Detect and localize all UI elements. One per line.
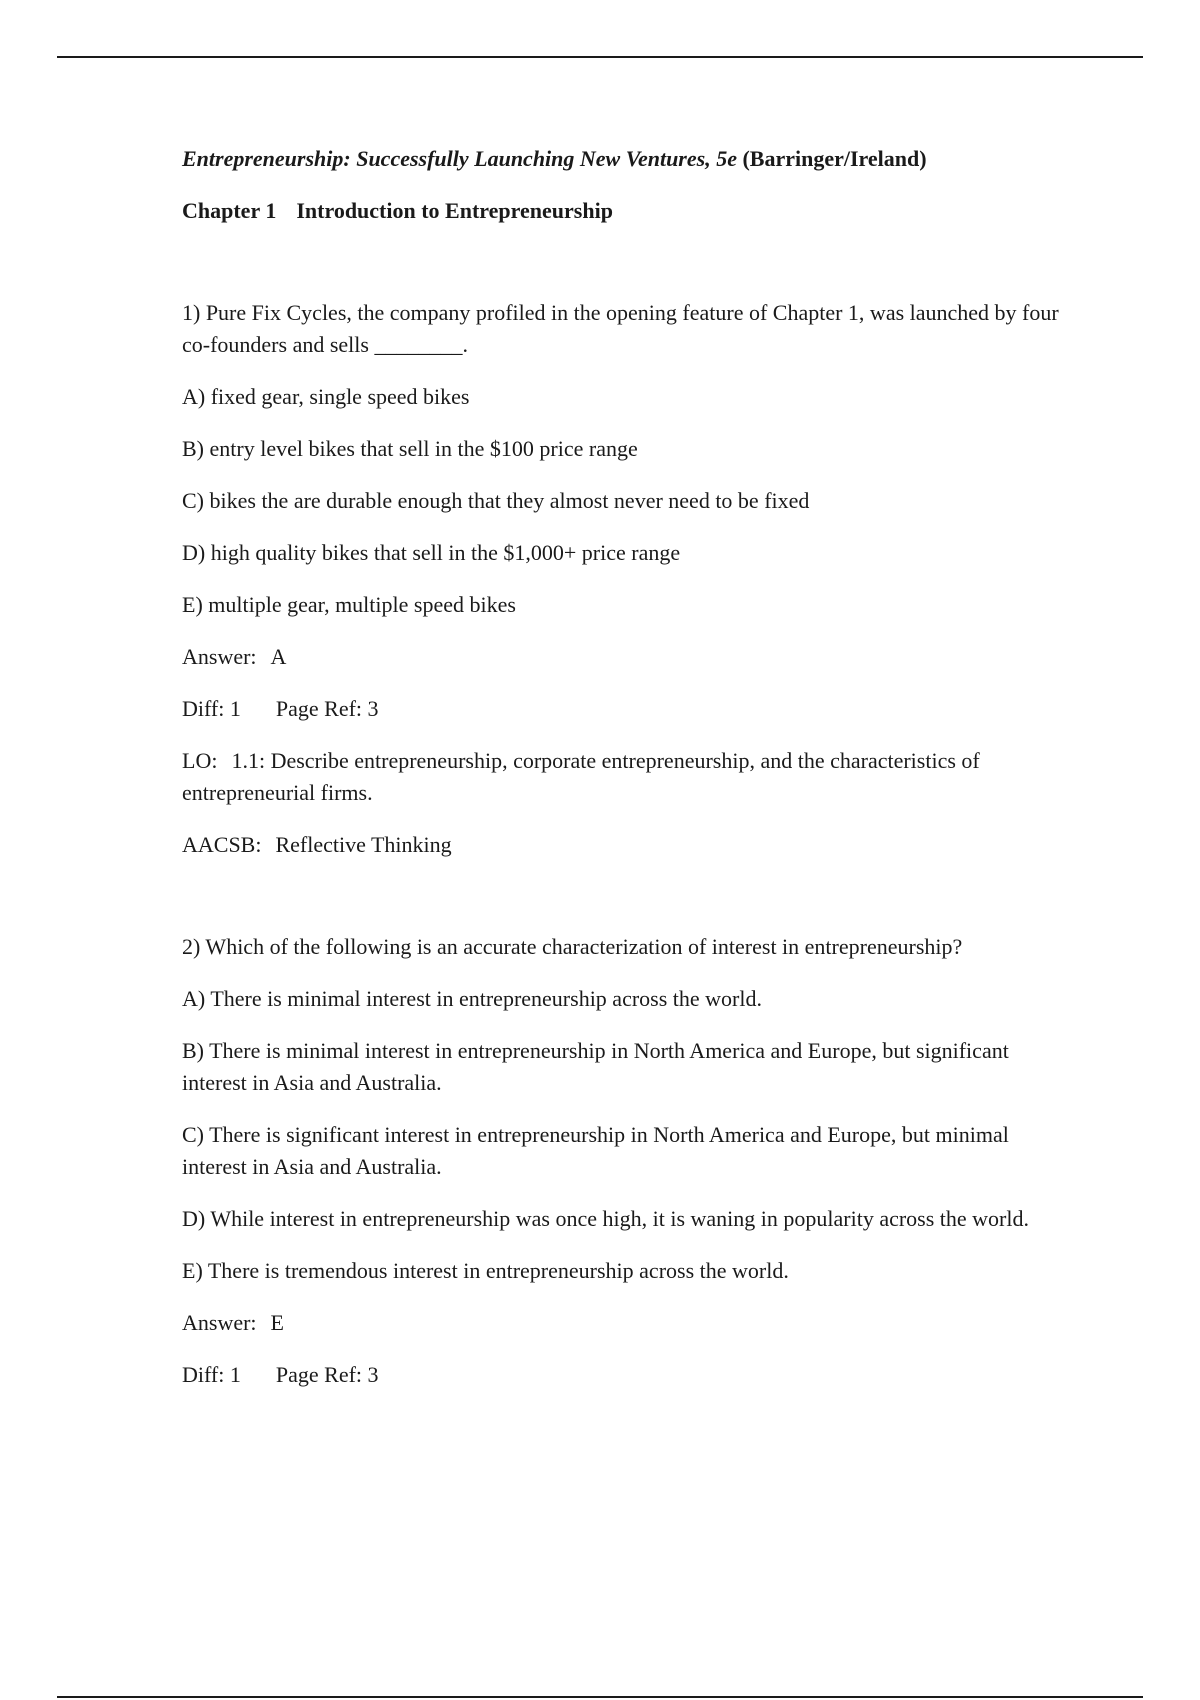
diff-line [182, 693, 1062, 725]
aacsb-label: AACSB: [182, 832, 262, 857]
option-c: C) There is significant interest in entrepreneurship in North America and Europe, but minimal interest in Asia and Australia. [182, 1122, 1009, 1179]
option-a: A) There is minimal interest in entrepreneurship across the world. [182, 986, 762, 1011]
aacsb-line [182, 829, 1062, 861]
answer-value: A [270, 644, 287, 669]
aacsb-value: Reflective Thinking [275, 832, 452, 857]
answer-value: E [270, 1310, 284, 1335]
document-page [182, 143, 1062, 1411]
answer-label: Answer: [182, 644, 257, 669]
diff-value: Diff: 1 [182, 1362, 241, 1387]
answer-label: Answer: [182, 1310, 257, 1335]
book-title [182, 143, 1062, 175]
chapter-title: Introduction to Entrepreneurship [296, 198, 613, 223]
question-2 [182, 931, 1062, 1391]
option-d: D) high quality bikes that sell in the $1,000+ price range [182, 540, 681, 565]
page-ref: Page Ref: 3 [275, 696, 379, 721]
answer-line [182, 641, 1062, 673]
page-ref: Page Ref: 3 [275, 1362, 379, 1387]
option-b: B) There is minimal interest in entrepreneurship in North America and Europe, but significant interest in Asia and Australia. [182, 1038, 1009, 1095]
book-title-italic: Entrepreneurship: Successfully Launching New Ventures, 5e [182, 146, 737, 171]
option-d: D) While interest in entrepreneurship was once high, it is waning in popularity across the world. [182, 1206, 1029, 1231]
question-stem: 1) Pure Fix Cycles, the company profiled in the opening feature of Chapter 1, was launched by four co-founders and sells ________. [182, 300, 1059, 357]
option-c: C) bikes the are durable enough that they almost never need to be fixed [182, 488, 810, 513]
diff-line [182, 1359, 1062, 1391]
option-e: E) multiple gear, multiple speed bikes [182, 592, 516, 617]
diff-value: Diff: 1 [182, 696, 241, 721]
chapter-number: Chapter 1 [182, 198, 277, 223]
option-e: E) There is tremendous interest in entrepreneurship across the world. [182, 1258, 789, 1283]
question-1 [182, 297, 1062, 861]
lo-value: 1.1: Describe entrepreneurship, corporate entrepreneurship, and the characteristics of entrepreneurial firms. [182, 748, 980, 805]
option-b: B) entry level bikes that sell in the $100 price range [182, 436, 638, 461]
top-rule [57, 56, 1143, 58]
answer-line [182, 1307, 1062, 1339]
lo-line [182, 745, 1062, 809]
question-stem: 2) Which of the following is an accurate characterization of interest in entrepreneurship? [182, 934, 963, 959]
option-a: A) fixed gear, single speed bikes [182, 384, 470, 409]
book-authors: (Barringer/Ireland) [742, 146, 927, 171]
bottom-rule [57, 1696, 1143, 1698]
chapter-heading [182, 195, 1062, 227]
lo-label: LO: [182, 748, 218, 773]
